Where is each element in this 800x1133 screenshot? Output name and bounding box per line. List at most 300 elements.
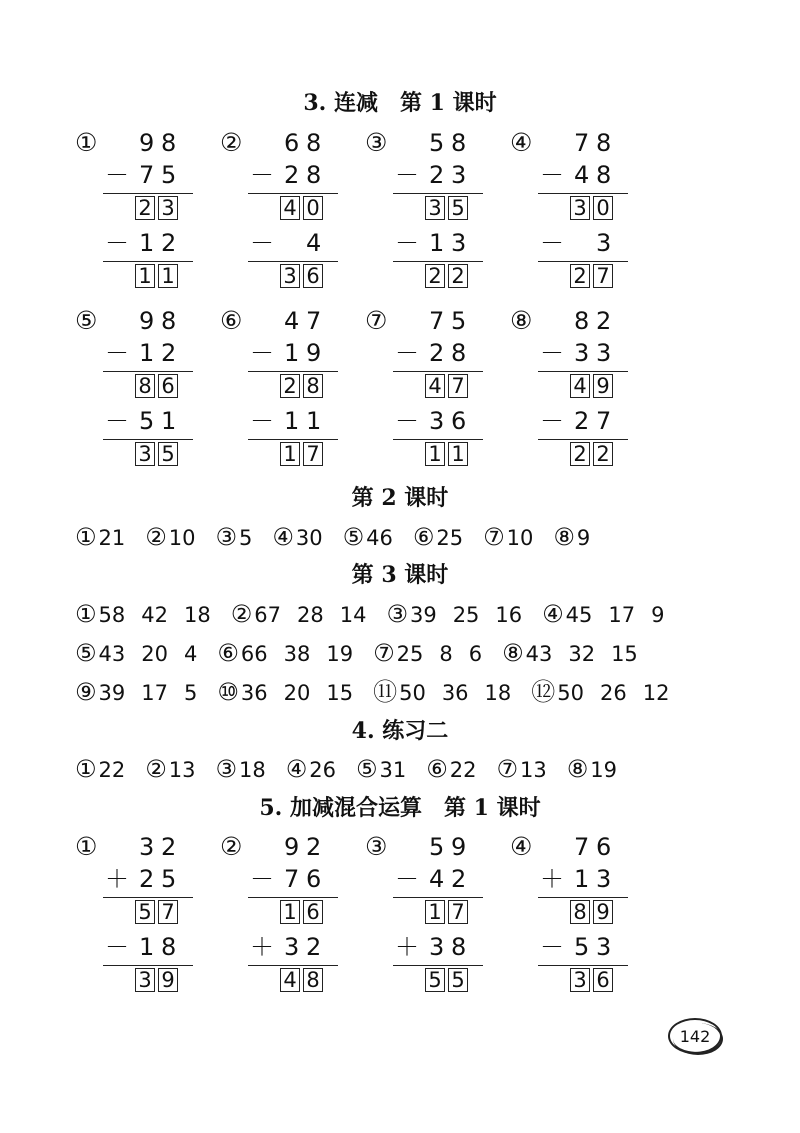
answer-number: ⑥ [412,523,435,551]
operator-sign: － [250,229,274,257]
operand [574,406,610,436]
answer-box: 6 [303,264,323,288]
answer-box: 1 [135,264,155,288]
result-boxes [280,968,323,992]
digit: 5 [429,129,445,157]
operator-sign: － [105,407,129,435]
operand [574,864,610,894]
answer-box: 6 [593,968,613,992]
problem-number: ② [220,832,243,861]
answer-value: 50 [557,681,585,705]
answer-value: 8 [439,642,453,666]
vertical-calculation [220,306,370,476]
answer-value: 20 [141,642,168,666]
lesson-3-heading: 第 3 课时 [351,562,449,588]
digit: 6 [596,833,612,861]
digit: 6 [306,865,322,893]
answer-value: 13 [520,758,547,782]
operator-sign: － [540,339,564,367]
answer-box: 3 [158,196,178,220]
answer-number: ③ [215,523,238,551]
digit: 8 [451,339,467,367]
calc-line [538,193,628,194]
digit [574,228,588,258]
digit: 1 [139,229,155,257]
answer-box: 3 [570,968,590,992]
operand [574,228,610,258]
digit: 2 [429,161,445,189]
answer-box: 7 [303,442,323,466]
answer-number: ④ [272,523,294,551]
section-title-lian-jian: 3. 连减 第 1 课时 [303,90,497,116]
result-boxes [135,196,178,220]
answer-value: 15 [611,642,638,666]
answer-number: ⑨ [75,678,97,706]
digit: 1 [139,339,155,367]
operator-sign: － [250,407,274,435]
answer-box: 6 [303,900,323,924]
answer-value: 39 [98,681,126,705]
digit: 2 [161,833,177,861]
problem-number: ③ [365,128,388,157]
answer-number: ② [145,523,167,551]
answer-item [567,753,617,786]
answer-box: 1 [280,900,300,924]
answer-item [373,676,527,709]
digit: 7 [284,865,300,893]
answer-value: 12 [642,681,670,705]
result-boxes [570,442,613,466]
answer-value: 25 [396,642,424,666]
calc-line [103,371,193,372]
problem-number: ⑧ [510,306,533,335]
answer-value: 19 [590,758,617,782]
operand [139,338,175,368]
calc-line [393,897,483,898]
answer-box: 9 [593,900,613,924]
answer-value: 22 [98,758,126,782]
answer-value: 6 [468,642,483,666]
answer-box: 3 [135,442,155,466]
digit: 3 [451,229,467,257]
answer-value: 9 [651,603,665,627]
answer-item [145,753,195,786]
result-boxes [570,374,613,398]
digit: 8 [161,129,177,157]
vertical-calculation [75,832,225,1002]
digit: 2 [139,865,155,893]
operand [574,932,610,962]
answer-number: ② [145,755,167,783]
minuend [574,832,610,862]
digit: 3 [284,933,300,961]
answer-item [75,753,125,786]
answer-item [75,676,213,709]
digit: 5 [161,161,177,189]
calc-line [393,371,483,372]
digit: 2 [161,229,177,257]
calc-line [103,965,193,966]
operator-sign: － [540,161,564,189]
operator-sign: － [395,339,419,367]
calc-line [103,193,193,194]
digit: 3 [596,229,612,257]
vertical-calculation [75,306,225,476]
answer-item [531,676,685,709]
digit: 7 [574,129,590,157]
digit: 9 [451,833,467,861]
operand [429,338,465,368]
vertical-calculation [510,832,660,1002]
digit: 8 [451,129,467,157]
minuend [429,128,465,158]
answer-box: 8 [570,900,590,924]
answer-number: ⑥ [426,755,448,783]
answer-value: 50 [399,681,426,705]
answer-item [216,753,266,786]
answer-item [231,598,383,631]
digit: 2 [284,161,300,189]
result-boxes [280,442,323,466]
minuend [574,128,610,158]
minuend [429,832,465,862]
answer-value: 43 [525,642,553,666]
answer-number: ⑫ [531,678,556,706]
answer-number: ④ [285,755,308,783]
answer-item [75,521,125,554]
answer-row [75,637,658,670]
problem-number: ① [75,128,98,157]
digit: 2 [306,833,322,861]
answer-value: 10 [168,526,196,550]
digit: 3 [139,833,155,861]
answer-value: 39 [409,603,437,627]
digit: 3 [451,161,467,189]
answer-box: 3 [570,196,590,220]
digit: 8 [161,307,177,335]
calc-line [393,965,483,966]
answer-value: 66 [240,642,268,666]
problem-number: ⑤ [75,306,98,335]
operator-sign: － [395,865,419,893]
answer-value: 58 [98,603,126,627]
operator-sign: － [395,229,419,257]
answer-box: 1 [425,900,445,924]
answer-number: ⑤ [75,639,97,667]
problem-number: ③ [365,832,388,861]
answer-number: ① [75,523,97,551]
answer-number: ⑩ [217,678,239,706]
digit: 3 [429,407,445,435]
answer-box: 9 [158,968,178,992]
digit: 8 [574,307,590,335]
digit: 4 [574,161,590,189]
calc-line [248,261,338,262]
problem-number: ② [220,128,243,157]
answer-value: 26 [309,758,336,782]
digit: 3 [574,339,590,367]
answer-item [286,753,336,786]
digit: 1 [284,339,300,367]
operand [429,228,465,258]
answer-box: 3 [425,196,445,220]
digit: 3 [596,865,612,893]
digit: 9 [284,833,300,861]
operator-sign: － [105,339,129,367]
answer-box: 2 [280,374,300,398]
result-boxes [570,968,613,992]
digit: 1 [429,229,445,257]
answer-value: 5 [239,526,253,550]
result-boxes [135,442,178,466]
answer-value: 15 [326,681,354,705]
problem-number: ⑦ [365,306,388,335]
operand [574,160,610,190]
answer-row [75,598,685,631]
answer-value: 25 [452,603,480,627]
result-boxes [425,442,468,466]
operator-sign: － [105,161,129,189]
answer-item [502,637,654,670]
digit: 4 [429,865,445,893]
result-boxes [280,196,323,220]
answer-value: 18 [239,758,266,782]
digit: 1 [139,933,155,961]
operand [574,338,610,368]
problem-number: ⑥ [220,306,243,335]
result-boxes [425,196,468,220]
answer-number: ⑪ [373,678,398,706]
minuend [284,128,320,158]
operator-sign: ＋ [540,865,564,893]
answer-box: 5 [425,968,445,992]
answer-value: 14 [339,603,367,627]
minuend [139,832,175,862]
calc-line [103,261,193,262]
vertical-calculation [365,832,515,1002]
operator-sign: － [540,229,564,257]
answer-value: 21 [98,526,126,550]
answer-value: 13 [168,758,196,782]
answer-box: 1 [448,442,468,466]
operand [429,864,465,894]
answer-box: 4 [280,968,300,992]
answer-value: 19 [326,642,354,666]
answer-number: ④ [542,600,564,628]
answer-box: 3 [135,968,155,992]
answer-number: ⑧ [566,755,589,783]
vertical-calculation [365,128,515,298]
answer-number: ⑦ [496,755,519,783]
answer-item [75,598,227,631]
operator-sign: － [540,407,564,435]
answer-number: ⑦ [483,523,505,551]
vertical-calculation [365,306,515,476]
answer-value: 16 [495,603,523,627]
answer-item [483,521,533,554]
answer-box: 8 [303,374,323,398]
digit: 8 [596,161,612,189]
result-boxes [135,264,178,288]
result-boxes [135,968,178,992]
digit: 5 [451,307,467,335]
answer-number: ⑧ [553,523,575,551]
result-boxes [425,264,468,288]
digit: 2 [574,407,590,435]
answer-row [75,676,689,709]
digit: 7 [429,307,445,335]
digit: 1 [574,865,590,893]
vertical-calculation [220,128,370,298]
digit: 8 [306,129,322,157]
answer-box: 2 [448,264,468,288]
digit: 6 [451,407,467,435]
answer-value: 46 [366,526,393,550]
digit: 2 [429,339,445,367]
answer-box: 2 [425,264,445,288]
answer-value: 18 [484,681,512,705]
digit: 4 [306,229,322,257]
problem-number: ④ [510,832,533,861]
answer-item [497,753,547,786]
calc-line [248,897,338,898]
answer-box: 7 [448,900,468,924]
answer-item [542,598,680,631]
digit: 7 [596,407,612,435]
calc-line [538,439,628,440]
digit: 2 [161,339,177,367]
minuend [139,128,175,158]
operator-sign: － [395,161,419,189]
operator-sign: － [250,865,274,893]
answer-number: ⑧ [502,639,524,667]
answer-box: 7 [158,900,178,924]
answer-number: ② [230,600,253,628]
calc-line [538,965,628,966]
answer-box: 5 [158,442,178,466]
digit: 1 [284,407,300,435]
answer-value: 4 [183,642,198,666]
answer-box: 5 [448,196,468,220]
answer-value: 18 [183,603,211,627]
operand [139,864,175,894]
digit: 9 [306,339,322,367]
result-boxes [570,264,613,288]
answer-box: 4 [570,374,590,398]
digit: 8 [161,933,177,961]
operand [139,406,175,436]
answer-box: 6 [158,374,178,398]
calc-line [248,965,338,966]
result-boxes [135,900,178,924]
answer-box: 8 [135,374,155,398]
answer-number: ⑥ [217,639,239,667]
calc-line [103,439,193,440]
exercise-2-answers [75,753,637,786]
operand [284,160,320,190]
answer-value: 38 [283,642,311,666]
result-boxes [280,374,323,398]
result-boxes [570,900,613,924]
answer-value: 36 [240,681,268,705]
digit [284,228,298,258]
calc-line [103,897,193,898]
operand [284,406,320,436]
answer-item [216,521,253,554]
operand [139,228,175,258]
vertical-calculation [75,128,225,298]
result-boxes [425,968,468,992]
answer-number: ⑤ [356,755,378,783]
digit: 7 [306,307,322,335]
calc-line [248,193,338,194]
operand [284,932,320,962]
answer-box: 1 [280,442,300,466]
operator-sign: － [105,933,129,961]
digit: 3 [596,339,612,367]
answer-value: 45 [565,603,593,627]
digit: 1 [306,407,322,435]
answer-value: 30 [295,526,323,550]
answer-value: 17 [608,603,636,627]
answer-box: 7 [448,374,468,398]
answer-box: 5 [448,968,468,992]
operator-sign: － [250,339,274,367]
digit: 1 [161,407,177,435]
answer-value: 28 [296,603,324,627]
minuend [284,306,320,336]
answer-item [356,753,406,786]
answer-item [413,521,463,554]
digit: 8 [306,161,322,189]
calc-line [538,897,628,898]
answer-value: 31 [379,758,407,782]
answer-box: 2 [135,196,155,220]
result-boxes [135,374,178,398]
section-title-mixed-operations: 5. 加减混合运算 第 1 课时 [259,795,541,821]
digit: 7 [574,833,590,861]
calc-line [393,261,483,262]
answer-item [217,637,369,670]
operand [284,338,320,368]
answer-box: 3 [280,264,300,288]
calc-line [248,439,338,440]
result-boxes [425,374,468,398]
operand [429,932,465,962]
exercise-2-heading: 4. 练习二 [351,718,449,744]
answer-number: ⑦ [373,639,395,667]
lesson-2-answers [75,521,610,554]
operator-sign: － [105,229,129,257]
digit: 3 [596,933,612,961]
minuend [574,306,610,336]
answer-box: 5 [135,900,155,924]
operand [429,160,465,190]
answer-item [343,521,393,554]
result-boxes [280,900,323,924]
calc-line [538,261,628,262]
answer-value: 42 [141,603,168,627]
answer-box: 4 [425,374,445,398]
digit: 5 [574,933,590,961]
answer-number: ⑤ [342,523,365,551]
answer-box: 0 [593,196,613,220]
calc-line [248,371,338,372]
answer-box: 8 [303,968,323,992]
operand [284,864,320,894]
operator-sign: ＋ [105,865,129,893]
operator-sign: ＋ [250,933,274,961]
